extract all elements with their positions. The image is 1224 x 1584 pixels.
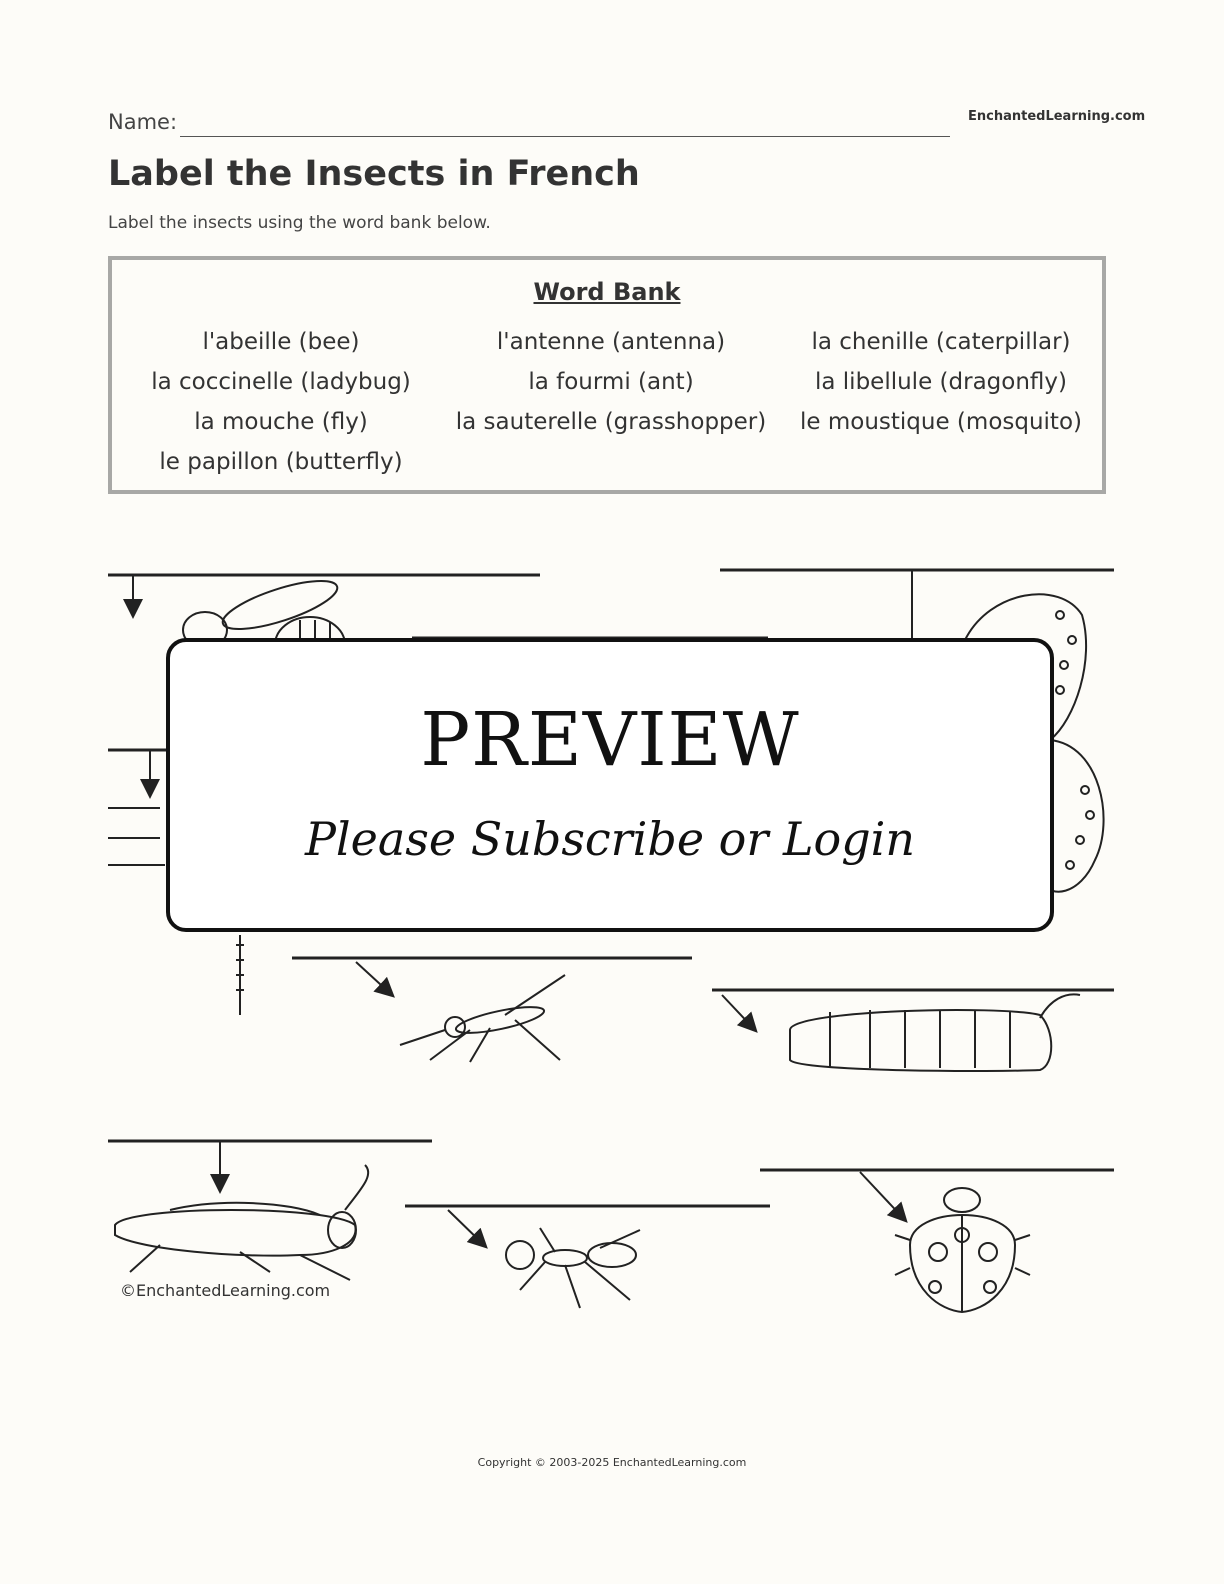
preview-overlay[interactable]	[166, 638, 1054, 932]
word-bank-column	[116, 322, 446, 482]
name-label: Name:	[108, 110, 178, 134]
ladybug-drawing	[760, 1170, 1114, 1312]
caterpillar-drawing	[712, 990, 1114, 1071]
subscribe-login-prompt[interactable]: Please Subscribe or Login	[304, 812, 916, 866]
site-brand[interactable]: EnchantedLearning.com	[968, 109, 1146, 124]
word-bank-item: la fourmi (ant)	[528, 369, 694, 395]
instructions: Label the insects using the word bank below.	[108, 213, 491, 233]
name-line[interactable]	[180, 136, 950, 137]
word-bank-item: la sauterelle (grasshopper)	[455, 409, 767, 435]
label-arrow	[722, 995, 755, 1030]
word-bank-item: le papillon (butterfly)	[159, 449, 403, 475]
word-bank-column	[446, 322, 776, 442]
word-bank-item: l'antenne (antenna)	[496, 329, 726, 355]
word-bank-title: Word Bank	[533, 278, 681, 306]
image-credit: ©EnchantedLearning.com	[120, 1281, 331, 1300]
grasshopper-drawing	[108, 1141, 432, 1280]
label-arrow	[860, 1172, 905, 1220]
word-bank-item: la libellule (dragonfly)	[815, 369, 1067, 395]
worksheet-title: Label the Insects in French	[108, 154, 640, 194]
word-bank	[108, 256, 1106, 494]
word-bank-item: la coccinelle (ladybug)	[151, 369, 411, 395]
word-bank-item: la mouche (fly)	[194, 409, 368, 435]
copyright-footer: Copyright © 2003-2025 EnchantedLearning.com	[477, 1456, 747, 1469]
word-bank-item: l'abeille (bee)	[202, 329, 360, 355]
preview-title: PREVIEW	[420, 697, 800, 783]
word-bank-column	[776, 322, 1106, 442]
label-arrow	[356, 962, 392, 995]
word-bank-item: le moustique (mosquito)	[800, 409, 1082, 435]
label-arrow	[448, 1210, 485, 1246]
word-bank-item: la chenille (caterpillar)	[811, 329, 1071, 355]
mosquito-drawing	[292, 958, 692, 1062]
ant-drawing	[405, 1206, 770, 1308]
